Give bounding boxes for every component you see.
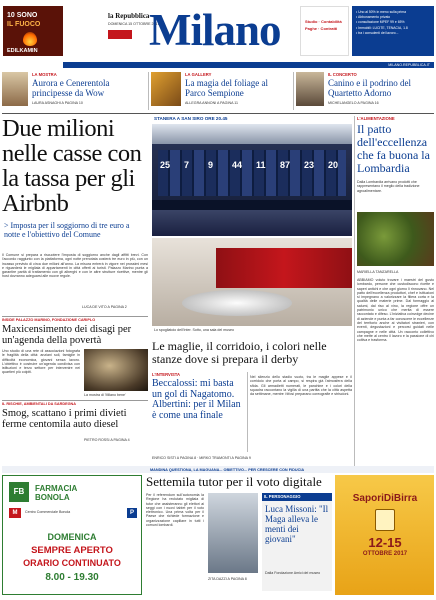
ad-saporidibirra[interactable]: [335, 475, 434, 595]
museum-room-photo: [152, 238, 352, 326]
flame-icon: [23, 32, 37, 46]
locker-floor: [152, 210, 352, 236]
ad-farmacia-line1: DOMENICA: [47, 532, 97, 542]
jersey-number: 44: [232, 160, 243, 170]
photo-section-headline[interactable]: Le maglie, il corridoio, i colori nelle stanze dove si prepara il derby: [152, 339, 327, 366]
museum-table: [182, 290, 292, 316]
story-poverta-headline: Maxicensimento dei disagi per un'agenda della povertà: [2, 324, 132, 346]
ad-edilkamin-brand: EDILKAMIN: [7, 48, 38, 54]
interview-kicker: L'INTERVISTA: [152, 372, 181, 377]
interview-byline: ENRICO SISTI A PAGINA 8 · MIRKO TRAMONTI A PAGINA 9: [152, 456, 251, 460]
personaggio-kicker: IL PERSONAGGIO: [262, 493, 332, 501]
right-column[interactable]: [357, 116, 434, 466]
teaser-gallery-title: La magia del foliage al Parco Sempione: [185, 78, 268, 98]
main-story-body: Il Comune si prepara a riscuotere l'imposta di soggiorno anche dagli affitti brevi. Con l'accordo raggiunto con la piattaforma, ogni notte prenotata costerà tre euro in più, con un incasso previsto di circa due milioni all'anno. La misura entrerà in vigore nei prossimi mesi e riguarderà le migliaia di appartamenti in città offerti ai turisti. Palazzo Marino punta a garantire parità di trattamento con gli alberghi e con le altre strutture ricettive, mentre gli host dovranno adeguarsi alle nuove regole.: [2, 253, 148, 279]
teaser-concerto-photo: [296, 72, 324, 106]
story-tutor-photo: [208, 493, 258, 573]
date-line: DOMENICA 15 OTTOBRE 2017: [108, 22, 160, 26]
main-story[interactable]: [2, 116, 148, 316]
interview-title: Beccalossi: mi basta un gol di Nagatomo. Albertini: per il Milan è come una finale: [152, 378, 241, 421]
main-story-subhead: > Imposta per il soggiorno di tre euro a notte e l'obiettivo del Comune: [4, 221, 130, 239]
jersey-number: 25: [160, 160, 171, 170]
teaser-mostra-photo: [2, 72, 28, 106]
masthead: [0, 0, 436, 62]
ad-edilkamin[interactable]: [3, 6, 63, 56]
bottom-band-label: MANDINA QUESTIONA, LA MAGUANA... OBIETTIVO... PER CRESCERE CON FIDUCIA: [150, 467, 305, 472]
main-story-headline: Due milioni nelle casse con la tassa per gli Airbnb: [2, 115, 142, 217]
teaser-concerto-byline: MICHELANGELO A PAGINA 16: [328, 101, 379, 105]
repubblica-logo-icon: [108, 30, 132, 39]
section-bar: [63, 62, 434, 68]
right-column-headline: Il patto dell'eccellenza che fa buona la Lombardia: [357, 122, 430, 175]
right-column-kicker: L'ALIMENTAZIONE: [357, 116, 395, 121]
teaser-mostra-kicker: LA MOSTRA: [32, 72, 57, 77]
ad-edilkamin-line2: IL FUOCO: [7, 21, 41, 28]
personaggio-title: Luca Missoni: "Il Maga alleva le menti dei giovani": [265, 504, 329, 544]
jersey-number: 20: [328, 160, 339, 170]
ad-farmacia-address: Centro Commerciale Bonola: [25, 510, 71, 514]
ad-fineufficio[interactable]: [352, 6, 434, 56]
teaser-concerto[interactable]: [296, 70, 434, 112]
museum-red-wall: [216, 248, 352, 288]
edition-title: Milano: [149, 5, 281, 55]
personaggio-caption: Dalla Fondazione Amici del museo: [265, 571, 321, 575]
story-poverta-kicker: INSIDE PALAZZO MARINO, FONDAZIONE CARIPLO: [2, 318, 96, 322]
story-tutor[interactable]: [146, 475, 332, 595]
parking-icon: P: [127, 508, 137, 518]
ad-saporidibirra-dates: 12-15: [368, 535, 402, 550]
ad-farmacia-hours: 8.00 - 19.30: [45, 572, 99, 583]
story-tutor-byline: ZITA DAZZI A PAGINA 8: [208, 577, 247, 581]
story-smog-headline: Smog, scattano i primi divieti ferme centomila auto diesel: [2, 408, 127, 430]
beer-mug-icon: [375, 509, 395, 531]
right-column-body: ABBIAMO voluto trovare i maestri del gusto lombardo, persone che custodiscono ricette e saperi antichi e che ogni giorno li rinnovano. Nel patto dell'eccellenza produttori, chef e istituzioni si impegnano a valorizzare la filiera corta e la qualità delle materie prime. Dal formaggio ai salumi, dal riso al vino, la regione offre un patrimonio unico che merita di essere raccontato e difeso. L'iniziativa coinvolge decine di aziende e punta a far conoscere le eccellenze del territorio anche ai visitatori stranieri, con eventi, degustazioni e percorsi guidati nelle campagne e nelle città. Un racconto collettivo che mette al centro il lavoro e la passione di chi coltiva e trasforma.: [357, 278, 434, 343]
jersey-number: 7: [184, 160, 190, 170]
section-bar-label: MILANO.REPUBBLICA.IT: [388, 62, 430, 67]
ad-contabilita[interactable]: [300, 6, 349, 56]
ad-saporidibirra-month: OTTOBRE 2017: [362, 551, 408, 557]
story-poverta[interactable]: [2, 318, 148, 390]
jersey-number: 87: [280, 160, 291, 170]
locker-room-photo: [152, 124, 352, 236]
teaser-gallery-photo: [151, 72, 181, 106]
story-smog[interactable]: [2, 402, 148, 452]
photo-section-caption: Lo spogliatoio dell'Inter. Sotto, una sala del museo: [154, 328, 235, 332]
ad-farmacia[interactable]: [2, 475, 142, 595]
story-tutor-body: Per il referendum sull'autonomia la Regione ha reclutato migliaia di tutor che assisteranno gli elettori ai seggi con i nuovi tablet per il voto elettronico. Una prima volta per il Paese che richiede formazione e organizzazione capillare in tutti i comuni lombardi.: [146, 493, 204, 528]
main-story-byline: LUCA DE VITO A PAGINA 2: [82, 305, 127, 309]
personaggio-box[interactable]: [262, 493, 332, 591]
story-smog-kicker: IL RISCHIE, AMBIENTALI DA SARDEGNA: [2, 402, 77, 406]
story-tutor-headline: Settemila tutor per il voto digitale: [146, 474, 322, 489]
ad-farmacia-brand: FARMACIA BONOLA: [35, 484, 77, 502]
teaser-concerto-title: Canino e il podrino del Quartetto Adorno: [328, 78, 411, 98]
teaser-mostra-title: Aurora e Cenerentola principesse da Wow: [32, 78, 110, 98]
ad-farmacia-line2: SEMPRE APERTO: [31, 545, 113, 556]
ad-saporidibirra-title: SaporiDiBirra: [352, 493, 418, 504]
bottom-band: [2, 466, 434, 473]
newspaper-name: la Repubblica: [108, 12, 150, 20]
story-smog-byline: PIETRO ROSSI A PAGINA 4: [84, 438, 130, 442]
right-column-photo: [357, 212, 434, 266]
right-column-byline: MARIELLA TANZARELLA: [357, 270, 399, 274]
teaser-gallery-kicker: LA GALLERY: [185, 72, 212, 77]
teaser-concerto-kicker: IL CONCERTO: [328, 72, 357, 77]
story-poverta-photo: [84, 349, 148, 391]
story-poverta-photo-caption: La mostra di 'Milano bene': [84, 393, 126, 397]
ad-fineufficio-text: • Uno al 50% in meno sulla prima • Abbonamento privato • consultazione MPEF 99 e 65% • Immobili: LUCITE, TENACIA, 1.8 • tra i consulenti del lavoro...: [356, 10, 408, 35]
jersey-number: 11: [256, 160, 266, 170]
locker-bench: [152, 200, 352, 210]
story-poverta-body: Uno studio di una rete di associazioni fotografa le fragilità della città: anziani soli, famiglie in difficoltà economica, giovani senza lavoro. L'obiettivo è costruire un'agenda condivisa con istituzioni e terzo settore per intervenire nei quartieri più colpiti.: [2, 349, 80, 375]
teaser-mostra-byline: LAURA ASNAGHI A PAGINA 10: [32, 101, 83, 105]
locker-room-ceiling: [152, 124, 352, 144]
jersey-number-row: [160, 156, 344, 176]
ad-farmacia-logo: FB: [9, 482, 29, 502]
derby-body: Nel silenzio dello stadio vuoto, tra le maglie appese e il corridoio che porta al campo, si respira già l'atmosfera della sfida. Gli armadietti numerati, le panchine e i colori della squadra raccontano la vigilia di una partita che la città aspetta da settimane, mentre i tifosi preparano coreografie e striscioni.: [250, 375, 352, 397]
teaser-mostra[interactable]: [2, 70, 146, 112]
ad-contabilita-line1: Studio · Contabilità: [305, 19, 342, 24]
ad-contabilita-line2: Paghe · Contratti: [305, 26, 338, 31]
photo-section-kicker: STANERA A SAN SIRO ORE 20.45: [154, 116, 228, 121]
right-column-intro: Dalla Lombardia arrivano prodotti che rappresentano il meglio della tradizione agroalimentare.: [357, 180, 420, 193]
photo-section[interactable]: [152, 116, 352, 342]
jersey-number: 9: [208, 160, 214, 170]
ad-farmacia-line3: ORARIO CONTINUATO: [23, 558, 121, 568]
interview-box[interactable]: [152, 372, 244, 456]
teaser-gallery[interactable]: [151, 70, 291, 112]
jersey-number: 23: [304, 160, 315, 170]
ad-edilkamin-line1: 10 SONO: [7, 12, 38, 19]
metro-icon: M: [9, 508, 21, 518]
teaser-gallery-byline: ALLEGRA ANNONI A PAGINA 11: [185, 101, 238, 105]
